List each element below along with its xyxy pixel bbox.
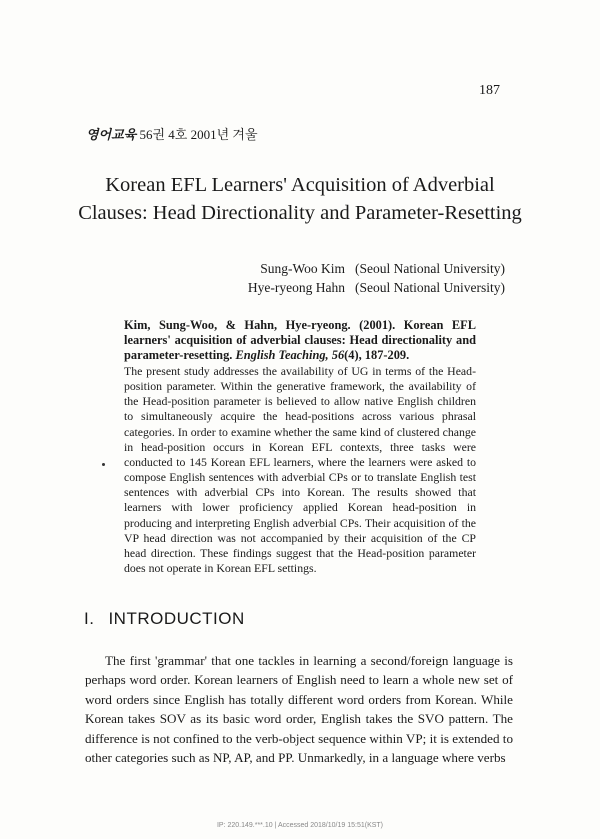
abstract: The present study addresses the availability of UG in terms of the Head-position parameter. Within the generative framework, the availability of the Head-position parameter is believed to allow native English children to simultaneously acquire the head-positions across various phrasal categories. In order to examine whether the same kind of clustered change in head-position occurs in Korean EFL contexts, three tasks were conducted to 145 Korean EFL learners, where the learners were asked to compose English sentences with adverbial CPs or to translate English test sentences with adverbial CPs into Korean. The results showed that learners with lower proficiency applied Korean head-position in producing and interpreting English adverbial CPs. Their acquisition of the VP head direction was not accompanied by their acquisition of the CP head direction. These findings suggest that the Head-position parameter does not operate in Korean EFL settings. (124, 364, 476, 576)
section-title: INTRODUCTION (108, 609, 245, 628)
access-footer: IP: 220.149.***.10 | Accessed 2018/10/19 15:51(KST) (216, 822, 384, 829)
author-name: Hye-ryeong Hahn (247, 280, 346, 295)
paper-title (60, 171, 540, 227)
journal-info (86, 124, 258, 143)
author-row (248, 278, 505, 297)
margin-mark (102, 463, 105, 466)
page-number: 187 (479, 83, 500, 98)
author-affiliation: (Seoul National University) (355, 261, 505, 276)
title-line-2: Clauses: Head Directionality and Parameter-Resetting (78, 202, 522, 224)
author-row (248, 259, 505, 278)
citation-text: Kim, Sung-Woo, & Hahn, Hye-ryeong. (2001). Korean EFL learners' acquisition of adverbial clauses: Head directionality and parameter-resetting. (124, 318, 476, 363)
title-line-1: Korean EFL Learners' Acquisition of Adverbial (105, 174, 495, 196)
section-heading (84, 609, 245, 629)
intro-paragraph: The first 'grammar' that one tackles in learning a second/foreign language is perhaps word order. Korean learners of English need to learn a whole new set of word orders since English has totally different word orders from Korean. While Korean takes SOV as its basic word order, English takes the SVO pattern. The difference is not confined to the verb-object sequence within VP; it is extended to other categories such as NP, AP, and PP. Unmarkedly, in a language where verbs (85, 653, 513, 766)
citation (124, 318, 476, 364)
journal-issue: 56권 4호 2001년 겨울 (139, 127, 258, 142)
section-number: I. (84, 609, 95, 628)
author-affiliation: (Seoul National University) (355, 280, 505, 295)
citation-pages: , 187-209. (358, 348, 410, 363)
citation-journal: English Teaching, 56 (235, 348, 345, 363)
citation-issue: (4) (344, 348, 359, 363)
author-list (248, 259, 505, 297)
journal-name: 영어교육 (86, 127, 137, 142)
author-name: Sung-Woo Kim (260, 261, 346, 276)
